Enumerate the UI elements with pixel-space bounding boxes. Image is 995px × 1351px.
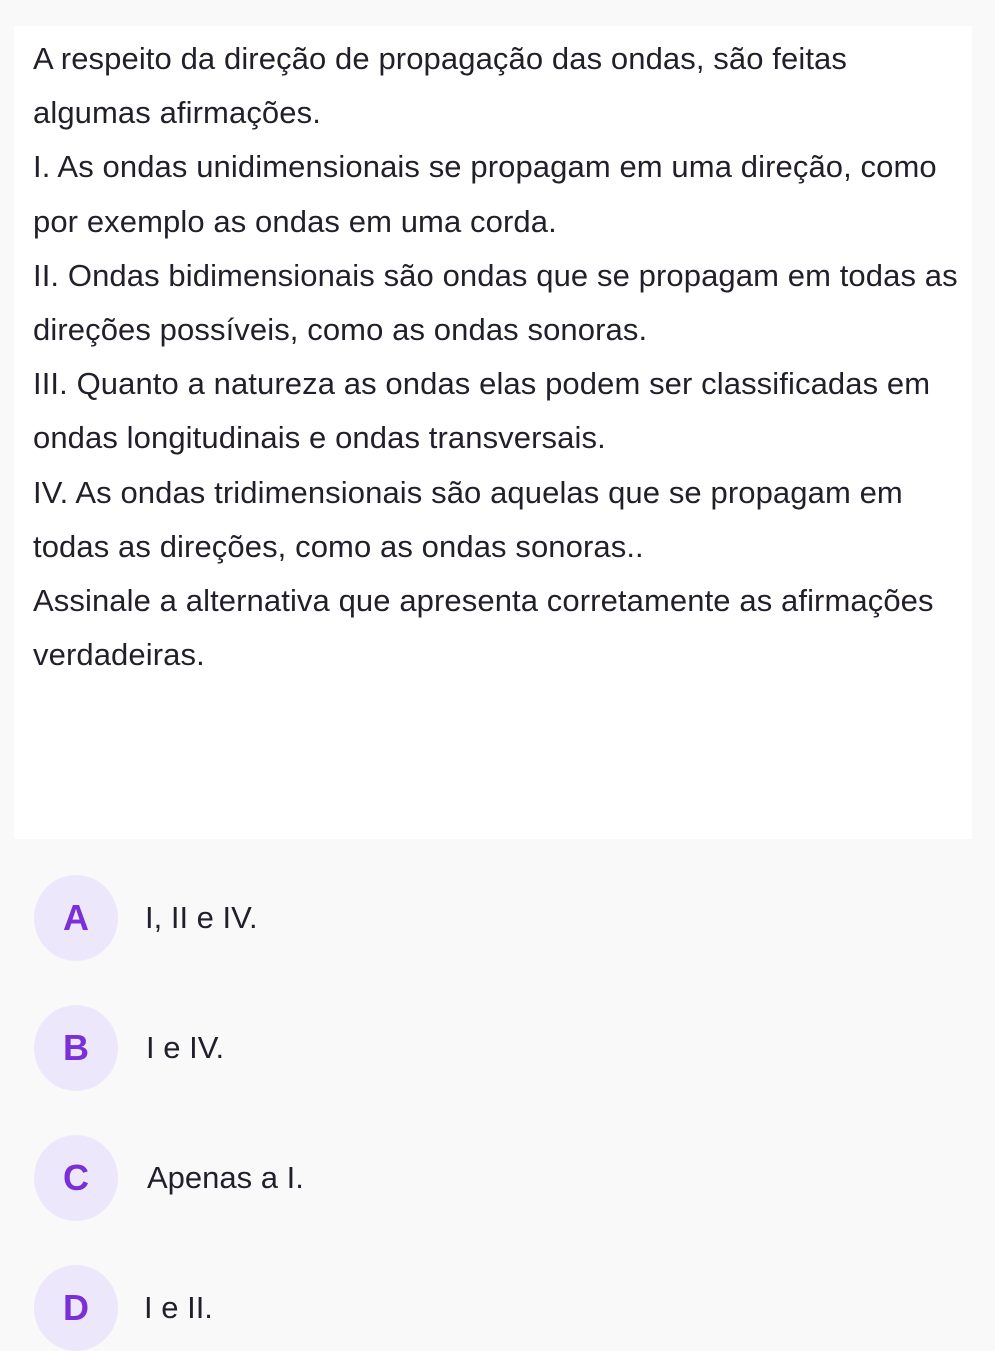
option-d-letter: D <box>34 1265 118 1351</box>
option-b[interactable] <box>34 1005 224 1091</box>
option-a-text: I, II e IV. <box>145 900 258 935</box>
option-c-letter: C <box>34 1135 118 1221</box>
statement-iii: III. Quanto a natureza as ondas elas podem ser classificadas em ondas longitudinais e ondas transversais. <box>33 366 931 456</box>
option-b-letter: B <box>34 1005 118 1091</box>
statement-iv: IV. As ondas tridimensionais são aquelas que se propagam em todas as direções, como as ondas sonoras.. <box>33 474 903 564</box>
option-c-text: Apenas a I. <box>147 1160 304 1195</box>
statement-i: I. As ondas unidimensionais se propagam em uma direção, como por exemplo as ondas em uma corda. <box>33 149 937 239</box>
option-a-letter: A <box>34 875 118 961</box>
option-c[interactable] <box>34 1135 304 1221</box>
option-b-text: I e IV. <box>146 1030 225 1065</box>
option-a[interactable] <box>34 875 258 961</box>
option-d-text: I e II. <box>144 1290 213 1325</box>
question-prompt: Assinale a alternativa que apresenta corretamente as afirmações verdadeiras. <box>33 583 934 673</box>
question-intro: A respeito da direção de propagação das ondas, são feitas algumas afirmações. <box>33 41 847 131</box>
statement-ii: II. Ondas bidimensionais são ondas que se propagam em todas as direções possíveis, como as ondas sonoras. <box>33 257 958 348</box>
option-d[interactable] <box>34 1265 213 1351</box>
